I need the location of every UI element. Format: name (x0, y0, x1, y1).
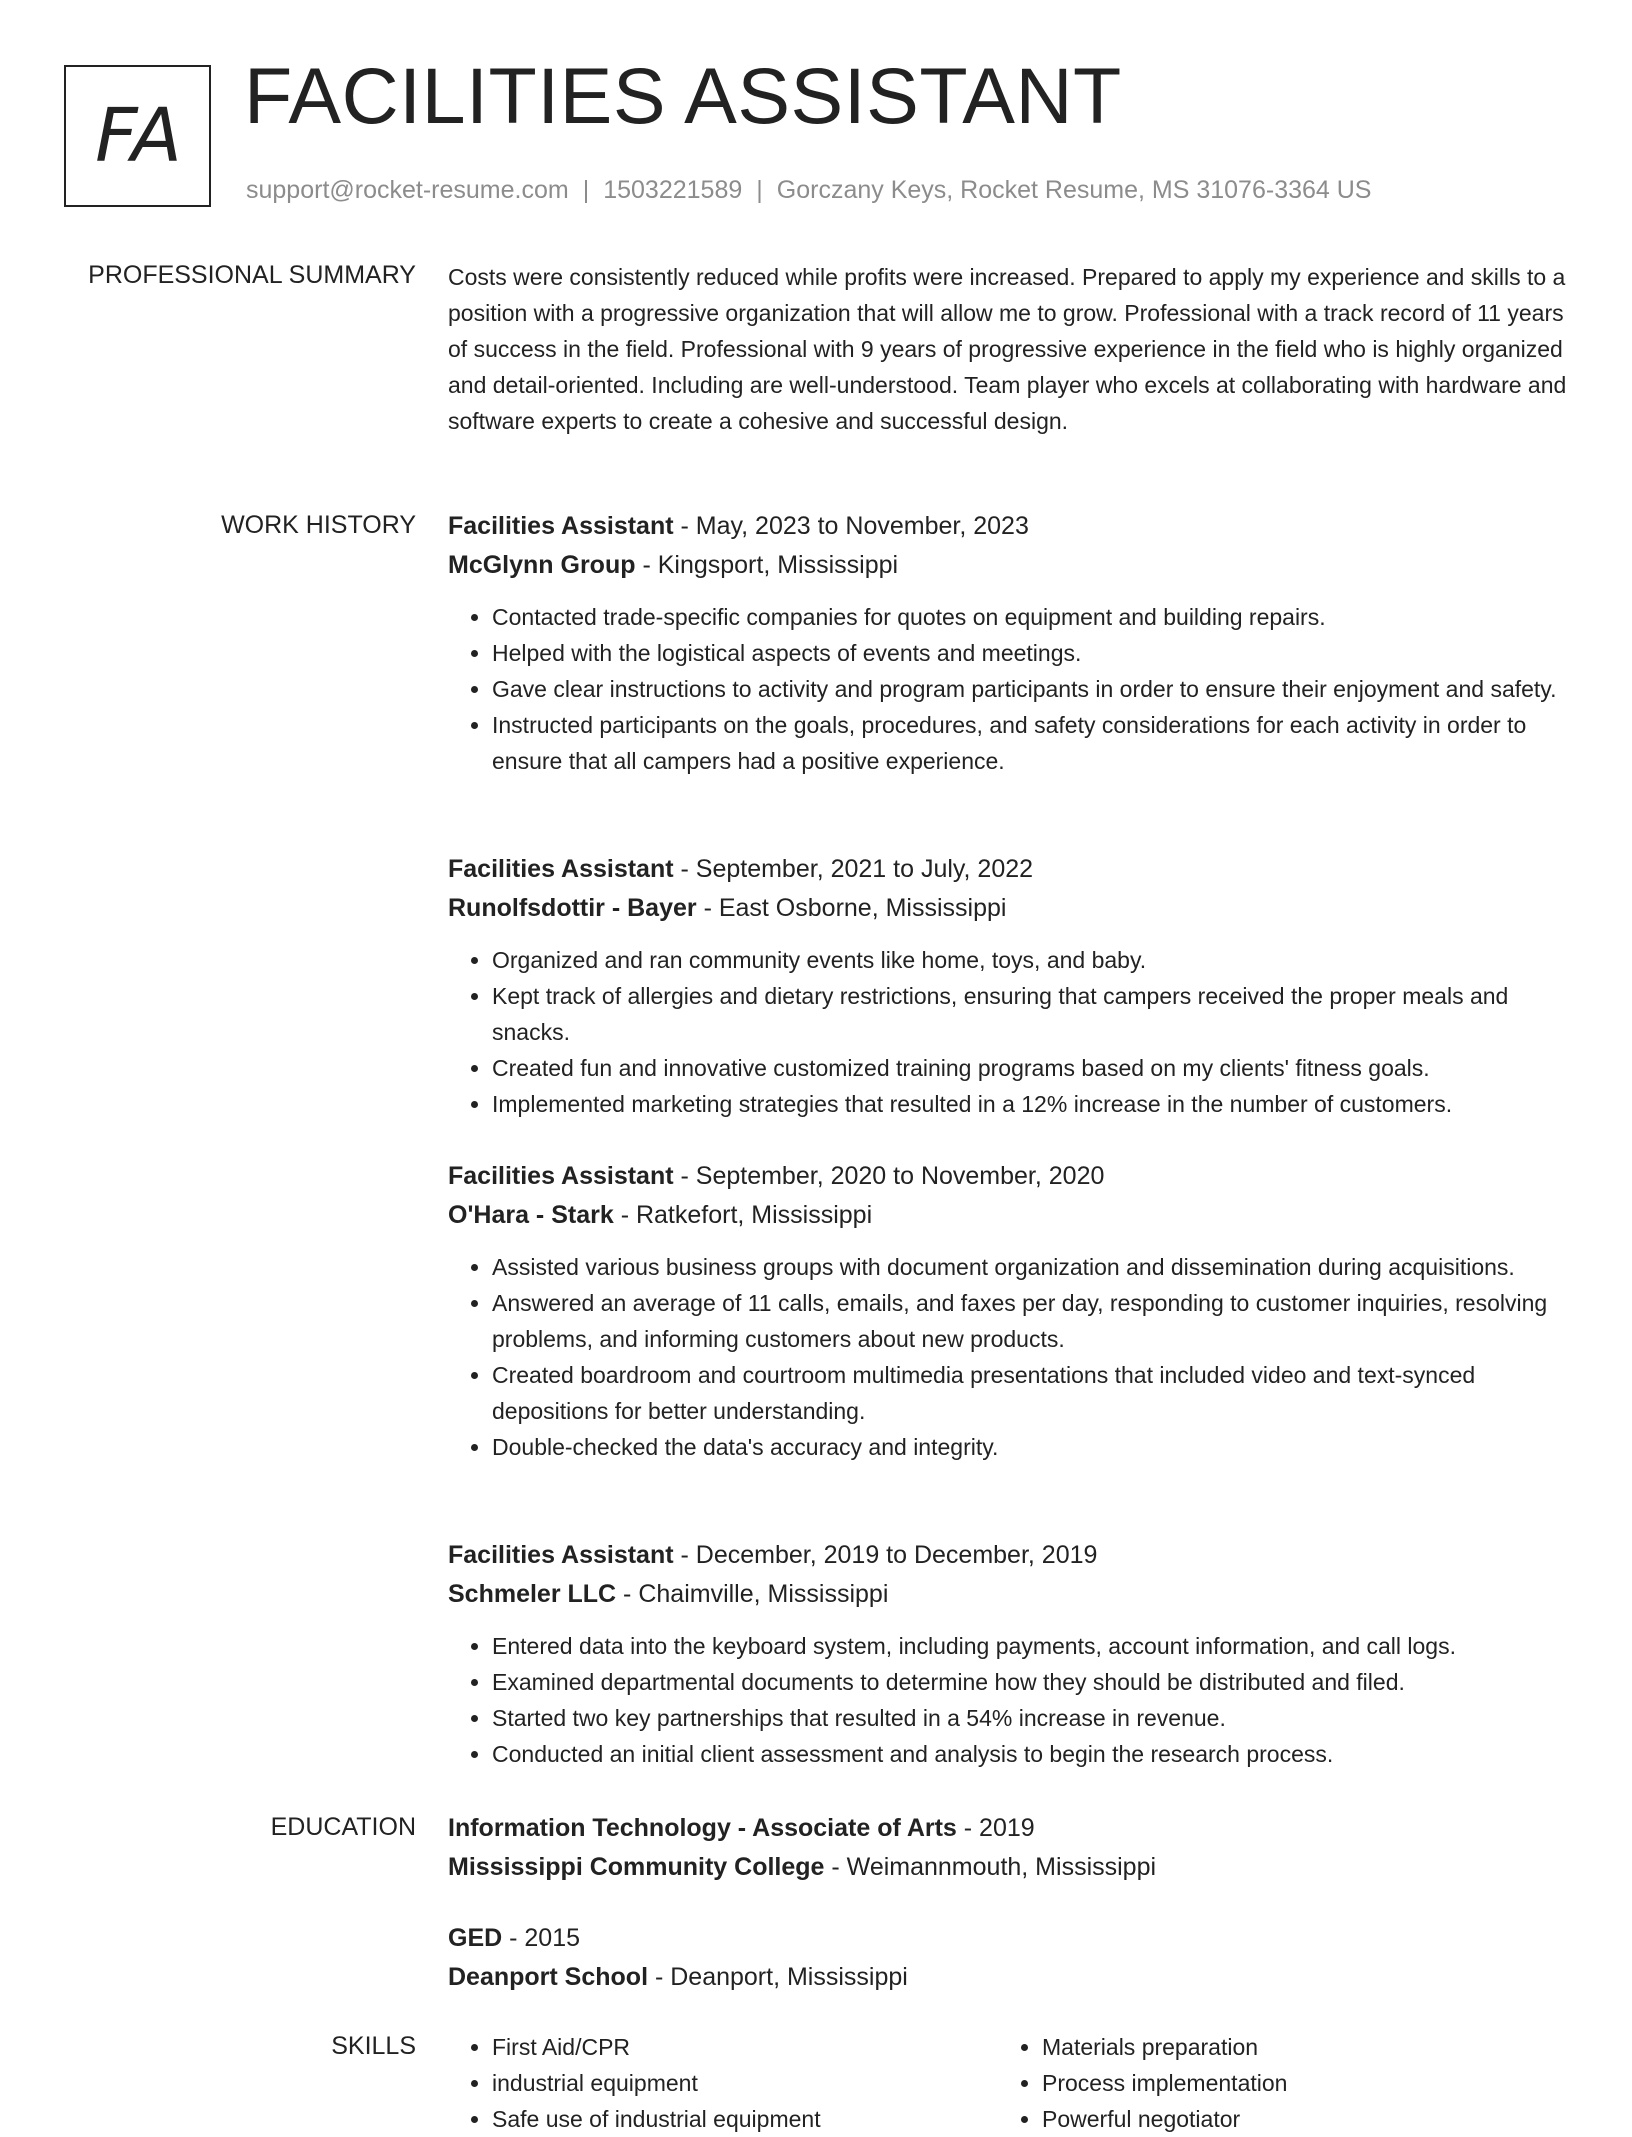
contact-address: Gorczany Keys, Rocket Resume, MS 31076-3364 US (776, 176, 1372, 204)
job-dates: - December, 2019 to December, 2019 (673, 1541, 1098, 1569)
education-year: - 2019 (956, 1814, 1035, 1842)
job-bullet: • Examined departmental documents to determine how they should be distributed and filed. (492, 1664, 1568, 1700)
education-degree-line (448, 1919, 1568, 1958)
job-dates: - May, 2023 to November, 2023 (673, 512, 1029, 540)
contact-line (246, 176, 1371, 205)
job-bullet: • Implemented marketing strategies that resulted in a 12% increase in the number of customers. (492, 1086, 1568, 1122)
job-bullets (448, 599, 1568, 779)
summary-text: Costs were consistently reduced while profits were increased. Prepared to apply my experience and skills to a position with a progressive organization that will allow me to grow. Professional with a track record of 11 years of success in the field. Professional with 9 years of progressive experience in the field who is highly organized and detail-oriented. Including are well-understood. Team player who excels at collaborating with hardware and software experts to create a cohesive and successful design. (448, 264, 1567, 434)
job-company-line (448, 889, 1568, 928)
job-location: - Chaimville, Mississippi (616, 1580, 889, 1608)
job-title-line (448, 850, 1568, 889)
monogram-initials: FA (95, 93, 180, 179)
contact-separator: | (756, 176, 763, 204)
job-entry (448, 850, 1568, 1122)
job-company: Schmeler LLC (448, 1580, 617, 1608)
job-bullets (448, 942, 1568, 1122)
job-title-line (448, 1157, 1568, 1196)
job-title: Facilities Assistant (448, 855, 674, 883)
education-school: Mississippi Community College (448, 1853, 825, 1881)
job-title: Facilities Assistant (448, 1162, 674, 1190)
education-school-line (448, 1848, 1568, 1887)
job-company-line (448, 1196, 1568, 1235)
skill-item: • Materials preparation (1042, 2029, 1568, 2065)
job-bullet: • Assisted various business groups with document organization and dissemination during acquisitions. (492, 1249, 1568, 1285)
job-bullet: • Started two key partnerships that resulted in a 54% increase in revenue. (492, 1700, 1568, 1736)
job-dates: - September, 2021 to July, 2022 (673, 855, 1034, 883)
job-company-line (448, 1575, 1568, 1614)
section-label-work-history: WORK HISTORY (221, 511, 416, 539)
job-title-line (448, 507, 1568, 546)
job-title: Facilities Assistant (448, 512, 674, 540)
education-location: - Weimannmouth, Mississippi (824, 1853, 1157, 1881)
job-bullet: • Created fun and innovative customized training programs based on my clients' fitness goals. (492, 1050, 1568, 1086)
contact-email[interactable]: support@rocket-resume.com (246, 176, 569, 204)
job-bullet: • Gave clear instructions to activity and program participants in order to ensure their enjoyment and safety. (492, 671, 1568, 707)
job-bullet: • Instructed participants on the goals, procedures, and safety considerations for each activity in order to ensure that all campers had a positive experience. (492, 707, 1568, 779)
job-bullets (448, 1249, 1568, 1465)
job-company: Runolfsdottir - Bayer (448, 894, 697, 922)
job-bullet: • Created boardroom and courtroom multimedia presentations that included video and text-synced depositions for better understanding. (492, 1357, 1568, 1429)
monogram-box (64, 65, 211, 207)
job-bullet: • Organized and ran community events like home, toys, and baby. (492, 942, 1568, 978)
job-location: - East Osborne, Mississippi (696, 894, 1007, 922)
job-location: - Kingsport, Mississippi (635, 551, 899, 579)
contact-phone[interactable]: 1503221589 (603, 176, 743, 204)
section-label-education: EDUCATION (270, 1813, 416, 1841)
job-location: - Ratkefort, Mississippi (613, 1201, 873, 1229)
education-year: - 2015 (502, 1924, 581, 1952)
job-title: Facilities Assistant (448, 1541, 674, 1569)
job-bullet: • Kept track of allergies and dietary restrictions, ensuring that campers received the proper meals and snacks. (492, 978, 1568, 1050)
education-degree: GED (448, 1924, 503, 1952)
job-bullet: • Answered an average of 11 calls, emails, and faxes per day, responding to customer inquiries, resolving problems, and informing customers about new products. (492, 1285, 1568, 1357)
job-entry (448, 1157, 1568, 1465)
job-entry (448, 507, 1568, 779)
education-school: Deanport School (448, 1963, 649, 1991)
section-label-summary: PROFESSIONAL SUMMARY (88, 261, 416, 289)
job-company-line (448, 546, 1568, 585)
education-school-line (448, 1958, 1568, 1997)
education-entry (448, 1919, 1568, 1997)
job-dates: - September, 2020 to November, 2020 (673, 1162, 1105, 1190)
job-company: McGlynn Group (448, 551, 636, 579)
skills-column-left (448, 2029, 988, 2137)
job-bullet: • Entered data into the keyboard system, including payments, account information, and call logs. (492, 1628, 1568, 1664)
education-degree-line (448, 1809, 1568, 1848)
skill-item: • Safe use of industrial equipment (492, 2101, 988, 2137)
education-entry (448, 1809, 1568, 1887)
section-label-skills: SKILLS (331, 2032, 416, 2060)
job-bullet: • Helped with the logistical aspects of events and meetings. (492, 635, 1568, 671)
skill-item: • Powerful negotiator (1042, 2101, 1568, 2137)
job-bullets (448, 1628, 1568, 1772)
education-location: - Deanport, Mississippi (648, 1963, 908, 1991)
skill-item: • Process implementation (1042, 2065, 1568, 2101)
skill-item: • industrial equipment (492, 2065, 988, 2101)
contact-separator: | (582, 176, 590, 204)
job-bullet: • Contacted trade-specific companies for quotes on equipment and building repairs. (492, 599, 1568, 635)
job-bullet: • Double-checked the data's accuracy and integrity. (492, 1429, 1568, 1465)
job-bullet: • Conducted an initial client assessment and analysis to begin the research process. (492, 1736, 1568, 1772)
skills-list (998, 2029, 1568, 2137)
skills-column-right (998, 2029, 1568, 2137)
skills-list (448, 2029, 988, 2137)
education-degree: Information Technology - Associate of Arts (448, 1814, 957, 1842)
job-company: O'Hara - Stark (448, 1201, 614, 1229)
skill-item: • First Aid/CPR (492, 2029, 988, 2065)
resume-title: FACILITIES ASSISTANT (244, 51, 1122, 140)
job-entry (448, 1536, 1568, 1772)
job-title-line (448, 1536, 1568, 1575)
